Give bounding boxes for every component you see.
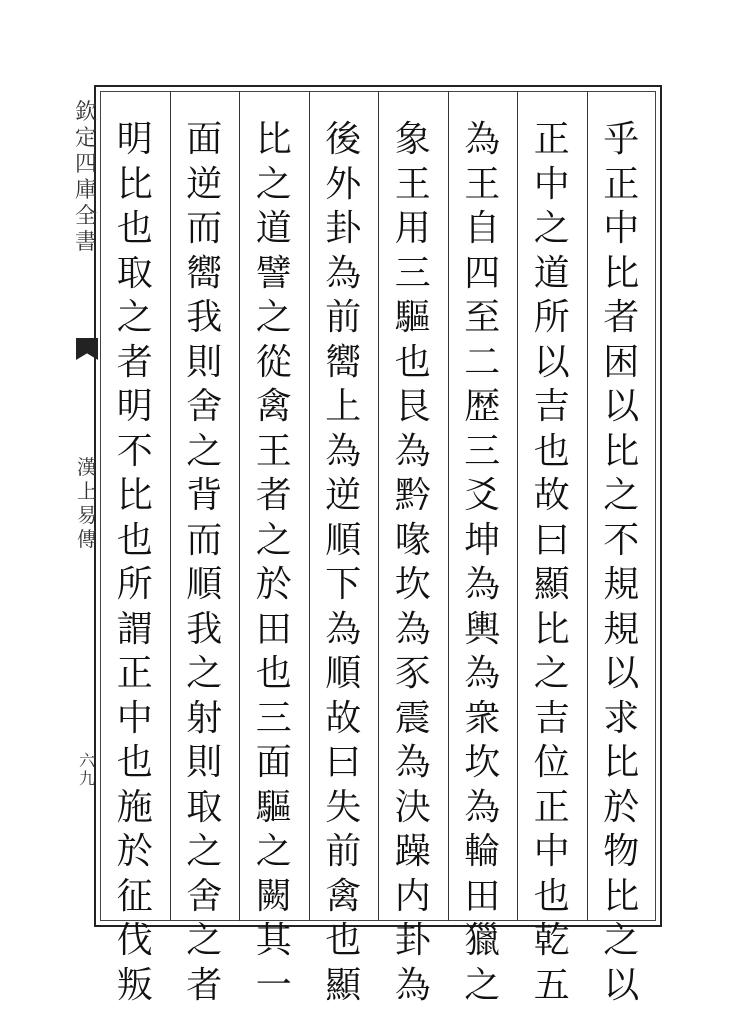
text-column [313, 118, 373, 1006]
text-char: 至 [464, 297, 501, 338]
text-char: 其 [255, 920, 292, 961]
text-char: 震 [394, 697, 431, 739]
text-char: 規 [603, 608, 640, 650]
text-char: 比 [603, 742, 640, 783]
text-char: 中 [533, 831, 570, 872]
text-char: 田 [255, 608, 292, 650]
text-char: 之 [603, 475, 640, 516]
text-char: 爻 [464, 475, 501, 516]
text-char: 之 [116, 297, 153, 338]
text-char: 田 [464, 875, 501, 917]
text-char: 譬 [255, 252, 292, 294]
text-char: 曰 [325, 742, 362, 783]
text-char: 闕 [255, 875, 292, 917]
text-char: 也 [116, 519, 153, 561]
text-char: 為 [394, 430, 431, 472]
text-char: 坎 [394, 564, 431, 605]
text-char: 順 [325, 519, 362, 561]
text-char: 物 [603, 831, 640, 872]
text-char: 比 [603, 875, 640, 917]
column-rule [170, 91, 171, 921]
text-char: 獵 [464, 920, 501, 961]
text-char: 為 [394, 742, 431, 783]
text-char: 王 [394, 163, 431, 205]
text-char: 前 [325, 297, 362, 338]
text-char: 艮 [394, 386, 431, 427]
text-char: 驅 [255, 786, 292, 828]
text-char: 坎 [464, 742, 501, 783]
text-char: 困 [603, 341, 640, 383]
text-char: 吉 [533, 386, 570, 427]
text-column [522, 118, 582, 1006]
text-char: 用 [394, 208, 431, 249]
text-column [383, 118, 443, 1006]
text-char: 施 [116, 786, 153, 828]
text-column [591, 118, 651, 1006]
text-char: 以 [603, 386, 640, 427]
text-char: 求 [603, 697, 640, 739]
fore-edge-book-char: 上 [77, 479, 97, 503]
text-char: 乾 [533, 920, 570, 961]
fore-edge-title-char: 定 [74, 126, 97, 151]
text-char: 為 [325, 252, 362, 294]
fore-edge-title-char: 書 [74, 230, 97, 255]
fore-edge-book-char: 漢 [77, 455, 97, 479]
column-rule [587, 91, 588, 921]
text-char: 王 [464, 163, 501, 205]
text-char: 也 [116, 208, 153, 249]
text-char: 一 [255, 964, 292, 1006]
text-char: 黔 [394, 475, 431, 516]
text-char: 逆 [186, 163, 223, 205]
text-char: 歴 [464, 386, 501, 427]
text-char: 乎 [603, 119, 640, 160]
text-char: 不 [116, 430, 153, 472]
text-char: 伐 [116, 920, 153, 961]
text-char: 卦 [394, 920, 431, 961]
text-char: 内 [394, 875, 431, 917]
text-char: 顯 [325, 964, 362, 1006]
text-char: 之 [186, 430, 223, 472]
text-char: 以 [533, 341, 570, 383]
text-char: 謂 [116, 608, 153, 650]
text-char: 而 [186, 208, 223, 249]
text-char: 也 [394, 341, 431, 383]
text-char: 自 [464, 208, 501, 249]
column-rule [378, 91, 379, 921]
text-char: 不 [603, 519, 640, 561]
text-char: 也 [255, 653, 292, 694]
text-char: 規 [603, 564, 640, 605]
text-char: 下 [325, 564, 362, 605]
text-char: 正 [603, 163, 640, 205]
text-char: 明 [116, 386, 153, 427]
fore-edge-page-char: 六 [78, 751, 95, 770]
text-char: 於 [116, 831, 153, 872]
fore-edge-title [72, 100, 100, 256]
text-char: 之 [603, 920, 640, 961]
text-char: 之 [255, 163, 292, 205]
text-char: 五 [533, 964, 570, 1006]
text-char: 順 [186, 564, 223, 605]
text-char: 者 [603, 297, 640, 338]
text-char: 所 [116, 564, 153, 605]
text-char: 者 [255, 475, 292, 516]
text-char: 中 [603, 208, 640, 249]
text-char: 四 [464, 252, 501, 294]
text-char: 禽 [255, 386, 292, 427]
text-char: 取 [116, 252, 153, 294]
text-char: 之 [533, 208, 570, 249]
text-char: 我 [186, 297, 223, 338]
text-char: 背 [186, 475, 223, 516]
text-char: 正 [116, 653, 153, 694]
text-char: 之 [255, 297, 292, 338]
fore-edge-title-char: 欽 [74, 100, 97, 125]
text-char: 為 [394, 608, 431, 650]
text-char: 也 [533, 430, 570, 472]
text-char: 喙 [394, 519, 431, 561]
text-char: 射 [186, 697, 223, 739]
text-char: 則 [186, 341, 223, 383]
text-char: 比 [116, 475, 153, 516]
text-column [452, 118, 512, 1006]
text-char: 於 [603, 786, 640, 828]
text-char: 躁 [394, 831, 431, 872]
text-char: 順 [325, 653, 362, 694]
text-char: 叛 [116, 964, 153, 1006]
fore-edge-title-char: 全 [74, 204, 97, 229]
text-char: 者 [186, 964, 223, 1006]
text-char: 三 [464, 430, 501, 472]
text-char: 之 [186, 653, 223, 694]
text-char: 中 [533, 163, 570, 205]
text-char: 面 [255, 742, 292, 783]
text-char: 從 [255, 341, 292, 383]
text-char: 為 [394, 964, 431, 1006]
text-char: 外 [325, 163, 362, 205]
text-char: 比 [533, 608, 570, 650]
text-char: 為 [325, 430, 362, 472]
text-char: 顯 [533, 564, 570, 605]
text-char: 也 [116, 742, 153, 783]
column-rule [517, 91, 518, 921]
text-char: 取 [186, 786, 223, 828]
fore-edge-book-title [74, 455, 100, 551]
text-char: 決 [394, 786, 431, 828]
text-char: 於 [255, 564, 292, 605]
text-char: 之 [533, 653, 570, 694]
text-char: 曰 [533, 519, 570, 561]
text-char: 後 [325, 119, 362, 160]
text-column [244, 118, 304, 1006]
text-char: 為 [464, 564, 501, 605]
text-char: 明 [116, 119, 153, 160]
text-char: 豕 [394, 653, 431, 694]
text-char: 道 [533, 252, 570, 294]
text-char: 面 [186, 119, 223, 160]
column-rule [239, 91, 240, 921]
text-char: 故 [325, 697, 362, 739]
text-char: 上 [325, 386, 362, 427]
text-char: 則 [186, 742, 223, 783]
text-column [105, 118, 165, 1006]
text-char: 比 [603, 252, 640, 294]
text-char: 逆 [325, 475, 362, 516]
column-rule [309, 91, 310, 921]
text-char: 比 [603, 430, 640, 472]
fore-edge-book-char: 傳 [77, 527, 97, 551]
text-char: 舍 [186, 875, 223, 917]
fore-edge-title-char: 四 [74, 152, 97, 177]
fore-edge-book-char: 易 [77, 503, 97, 527]
text-char: 之 [186, 831, 223, 872]
text-char: 王 [255, 430, 292, 472]
text-char: 位 [533, 742, 570, 783]
text-char: 吉 [533, 697, 570, 739]
text-char: 故 [533, 475, 570, 516]
text-char: 衆 [464, 697, 501, 739]
text-char: 也 [325, 920, 362, 961]
text-char: 為 [464, 653, 501, 694]
text-char: 輪 [464, 831, 501, 872]
text-char: 驅 [394, 297, 431, 338]
text-char: 以 [603, 653, 640, 694]
text-char: 三 [255, 697, 292, 739]
text-char: 比 [255, 119, 292, 160]
text-char: 卦 [325, 208, 362, 249]
text-char: 前 [325, 831, 362, 872]
text-char: 嚮 [186, 252, 223, 294]
text-char: 為 [464, 119, 501, 160]
text-char: 失 [325, 786, 362, 828]
text-char: 正 [533, 119, 570, 160]
text-char: 也 [533, 875, 570, 917]
text-char: 為 [464, 786, 501, 828]
text-char: 之 [186, 920, 223, 961]
text-char: 禽 [325, 875, 362, 917]
text-char: 中 [116, 697, 153, 739]
text-char: 三 [394, 252, 431, 294]
text-char: 以 [603, 964, 640, 1006]
text-char: 而 [186, 519, 223, 561]
text-char: 比 [116, 163, 153, 205]
fore-edge-page-number [74, 752, 100, 788]
text-column [174, 118, 234, 1006]
text-char: 者 [116, 341, 153, 383]
text-char: 為 [325, 608, 362, 650]
text-char: 象 [394, 119, 431, 160]
text-char: 道 [255, 208, 292, 249]
text-char: 之 [255, 519, 292, 561]
fore-edge-page-char: 九 [78, 769, 95, 788]
text-char: 所 [533, 297, 570, 338]
text-char: 征 [116, 875, 153, 917]
text-char: 嚮 [325, 341, 362, 383]
column-rule [448, 91, 449, 921]
text-char: 正 [533, 786, 570, 828]
text-char: 我 [186, 608, 223, 650]
text-char: 之 [255, 831, 292, 872]
text-char: 之 [464, 964, 501, 1006]
fore-edge-title-char: 庫 [74, 178, 97, 203]
text-char: 輿 [464, 608, 501, 650]
text-char: 二 [464, 341, 501, 383]
text-char: 坤 [464, 519, 501, 561]
text-char: 舍 [186, 386, 223, 427]
